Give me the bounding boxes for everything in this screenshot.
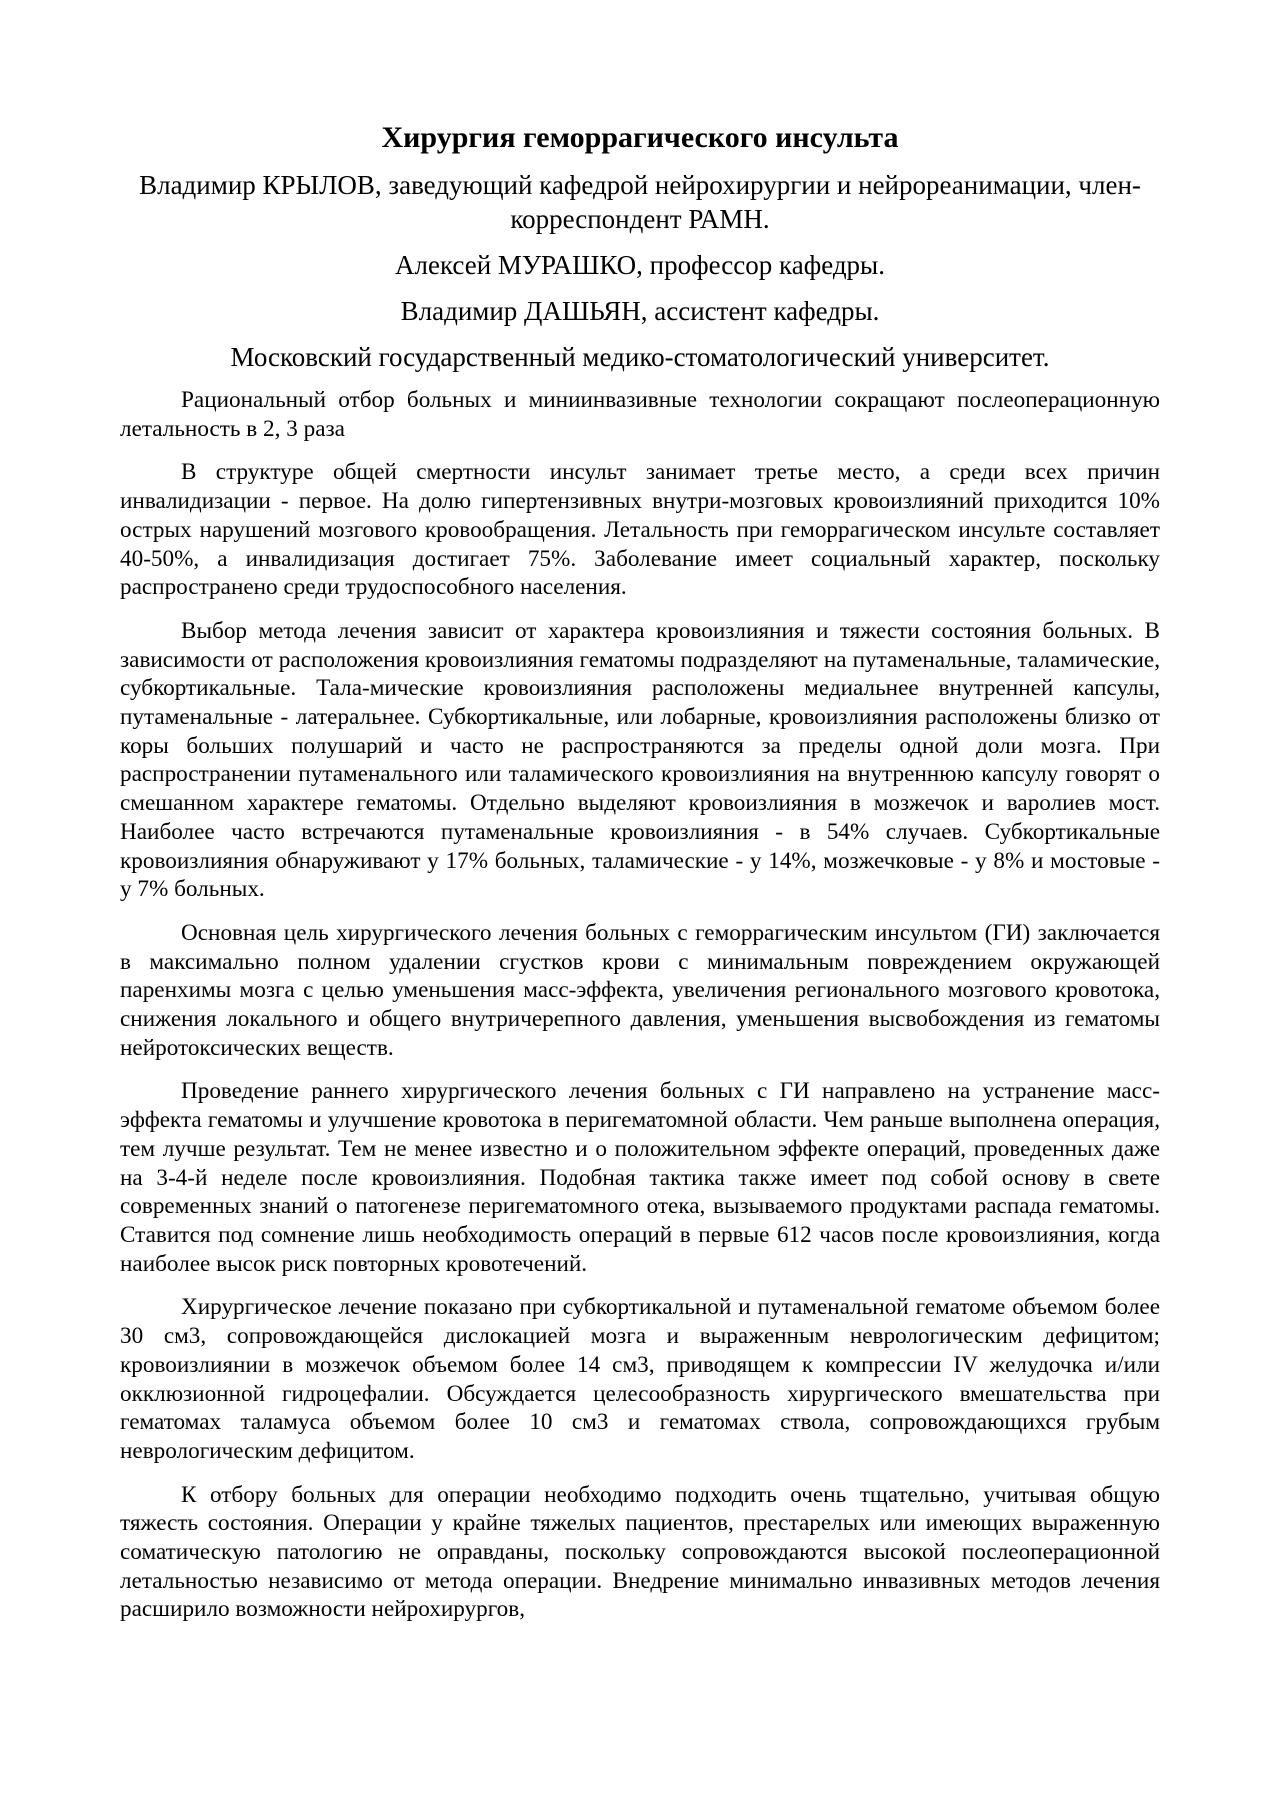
author-line-murashko: Алексей МУРАШКО, профессор кафедры. xyxy=(395,250,885,280)
paragraph-mortality: В структуре общей смертности инсульт занимает третье место, а среди всех причин инвалидизации - первое. На долю гипертензивных внутри-мозговых кровоизлияний приходится 10% острых нарушений мозгового кровообращения. Летальность при геморрагическом инсульте составляет 40-50%, а инвалидизация достигает 75%. Заболевание имеет социальный характер, поскольку распространено среди трудоспособного населения. xyxy=(120,459,1160,601)
paragraph-lead: Рациональный отбор больных и миниинвазивные технологии сокращают послеоперационную летальность в 2, 3 раза xyxy=(120,387,1160,442)
affiliation-line: Московский государственный медико-стоматологический университет. xyxy=(230,342,1050,372)
paragraph-surgery-goal: Основная цель хирургического лечения больных с геморрагическим инсультом (ГИ) заключается в максимально полном удалении сгустков крови с минимальным повреждением окружающей паренхимы мозга с целью уменьшения масс-эффекта, увеличения регионального мозгового кровотока, снижения локального и общего внутричерепного давления, уменьшения высвобождения из гематомы нейротоксических веществ. xyxy=(120,919,1160,1061)
paragraph-patient-selection: К отбору больных для операции необходимо подходить очень тщательно, учитывая общую тяжесть состояния. Операции у крайне тяжелых пациентов, престарелых или имеющих выраженную соматическую патологию не оправданы, поскольку сопровождаются высокой послеоперационной летальностью независимо от метода операции. Внедрение минимально инвазивных методов лечения расширило возможности нейрохирургов, xyxy=(120,1481,1160,1623)
paragraph-classification: Выбор метода лечения зависит от характера кровоизлияния и тяжести состояния больных. В зависимости от расположения кровоизлияния гематомы подразделяют на путаменальные, таламические, субкортикальные. Тала-мические кровоизлияния расположены медиальнее внутренней капсулы, путаменальные - латеральнее. Субкортикальные, или лобарные, кровоизлияния расположены близко от коры больших полушарий и часто не распространяются за пределы одной доли мозга. При распространении путаменального или таламического кровоизлияния на внутреннюю капсулу говорят о смешанном характере гематомы. Отдельно выделяют кровоизлияния в мозжечок и варолиев мост. Наиболее часто встречаются путаменальные кровоизлияния - в 54% случаев. Субкортикальные кровоизлияния обнаруживают у 17% больных, таламические - у 14%, мозжечковые - у 8% и мостовые - у 7% больных. xyxy=(120,617,1160,903)
author-line-krylov: Владимир КРЫЛОВ, заведующий кафедрой нейрохирургии и нейрореанимации, член-корреспондент РАМН. xyxy=(139,170,1141,234)
paragraph-early-treatment: Проведение раннего хирургического лечения больных с ГИ направлено на устранение масс-эффекта гематомы и улучшение кровотока в перигематомной области. Чем раньше выполнена операция, тем лучше результат. Тем не менее известно и о положительном эффекте операций, проведенных даже на 3-4-й неделе после кровоизлияния. Подобная тактика также имеет под собой основу в свете современных знаний о патогенезе перигематомного отека, вызываемого продуктами распада гематомы. Ставится под сомнение лишь необходимость операций в первые 612 часов после кровоизлияния, когда наиболее высок риск повторных кровотечений. xyxy=(120,1078,1160,1277)
document-page xyxy=(120,118,1160,1639)
author-line-dashyan: Владимир ДАШЬЯН, ассистент кафедры. xyxy=(400,296,880,326)
document-title: Хирургия геморрагического инсульта xyxy=(381,121,899,154)
article-body xyxy=(120,386,1160,1624)
paragraph-indications: Хирургическое лечение показано при субкортикальной и путаменальной гематоме объемом более 30 см3, сопровождающейся дислокацией мозга и выраженным неврологическим дефицитом; кровоизлиянии в мозжечок объемом более 14 см3, приводящем к компрессии IV желудочка и/или окклюзионной гидроцефалии. Обсуждается целесообразность хирургического вмешательства при гематомах таламуса объемом более 10 см3 и гематомах ствола, сопровождающихся грубым неврологическим дефицитом. xyxy=(120,1294,1160,1464)
